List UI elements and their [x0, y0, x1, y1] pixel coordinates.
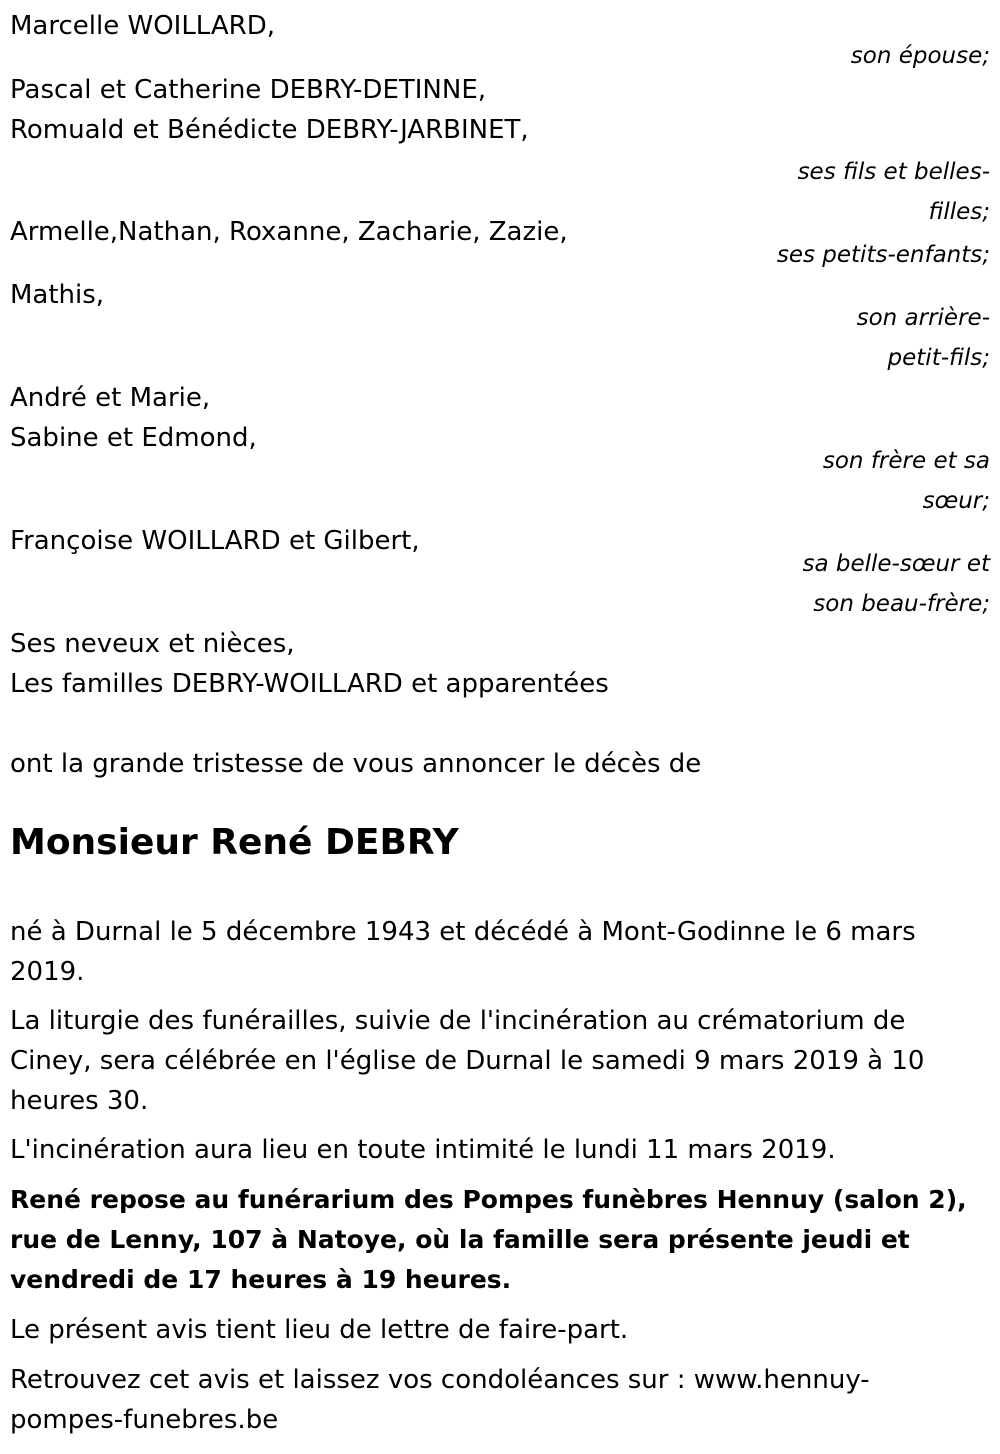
paragraph-line: heures 30.: [10, 1086, 149, 1116]
family-names-line: Mathis,: [10, 280, 105, 310]
family-group: [10, 275, 990, 378]
family-names-line: Marcelle WOILLARD,: [10, 11, 276, 41]
family-relation-line: sœur;: [922, 488, 990, 514]
family-group: [10, 521, 990, 624]
deceased-name: Monsieur René DEBRY: [10, 822, 459, 863]
family-relation-line: ses fils et belles-: [797, 159, 990, 185]
family-names-line: Françoise WOILLARD et Gilbert,: [10, 526, 420, 556]
paragraph-line: Ciney, sera célébrée en l'église de Durnal le samedi 9 mars 2019 à 10: [10, 1046, 925, 1076]
family-relation-line: petit-fils;: [887, 345, 990, 371]
paragraph: [10, 1130, 990, 1170]
paragraph-line: rue de Lenny, 107 à Natoye, où la famille sera présente jeudi et: [10, 1225, 910, 1254]
family-relation-line: son épouse;: [850, 43, 990, 69]
paragraph: [10, 912, 990, 992]
family-group: [10, 6, 990, 76]
paragraph-line: La liturgie des funérailles, suivie de l'incinération au crématorium de: [10, 1006, 906, 1036]
paragraph-line: né à Durnal le 5 décembre 1943 et décédé à Mont-Godinne le 6 mars: [10, 917, 916, 947]
paragraph: [10, 1001, 990, 1121]
family-names-line: André et Marie,: [10, 383, 211, 413]
family-names-line: Pascal et Catherine DEBRY-DETINNE,: [10, 75, 487, 105]
extended-family: [10, 624, 990, 704]
family-names-line: Romuald et Bénédicte DEBRY-JARBINET,: [10, 115, 529, 145]
announcement-text: ont la grande tristesse de vous annoncer le décès de: [10, 749, 702, 779]
family-relation-line: son arrière-: [856, 305, 990, 331]
paragraph-line: 2019.: [10, 957, 85, 987]
paragraph-line: Retrouvez cet avis et laissez vos condoléances sur : www.hennuy-: [10, 1365, 870, 1395]
family-relation-line: sa belle-sœur et: [802, 551, 990, 577]
family-relation-line: son beau-frère;: [813, 591, 990, 617]
family-names-line: Armelle,Nathan, Roxanne, Zacharie, Zazie,: [10, 217, 568, 247]
family-group: [10, 378, 990, 521]
paragraph-bold: [10, 1180, 990, 1300]
extended-family-line: Ses neveux et nièces,: [10, 629, 295, 659]
family-group: [10, 212, 990, 275]
paragraph-line: vendredi de 17 heures à 19 heures.: [10, 1265, 512, 1294]
paragraph-line: pompes-funebres.be: [10, 1405, 279, 1435]
paragraph: [10, 1310, 990, 1350]
extended-family-line: Les familles DEBRY-WOILLARD et apparentées: [10, 669, 609, 699]
family-names-line: Sabine et Edmond,: [10, 423, 257, 453]
paragraph: [10, 1360, 990, 1440]
family-group: [10, 70, 990, 232]
family-relation-line: ses petits-enfants;: [776, 242, 990, 268]
family-relation-line: son frère et sa: [822, 448, 990, 474]
paragraph-line: René repose au funérarium des Pompes funèbres Hennuy (salon 2),: [10, 1185, 967, 1214]
paragraph-line: L'incinération aura lieu en toute intimité le lundi 11 mars 2019.: [10, 1135, 836, 1165]
paragraph-line: Le présent avis tient lieu de lettre de faire-part.: [10, 1315, 629, 1345]
family-relation-line: filles;: [928, 199, 990, 225]
